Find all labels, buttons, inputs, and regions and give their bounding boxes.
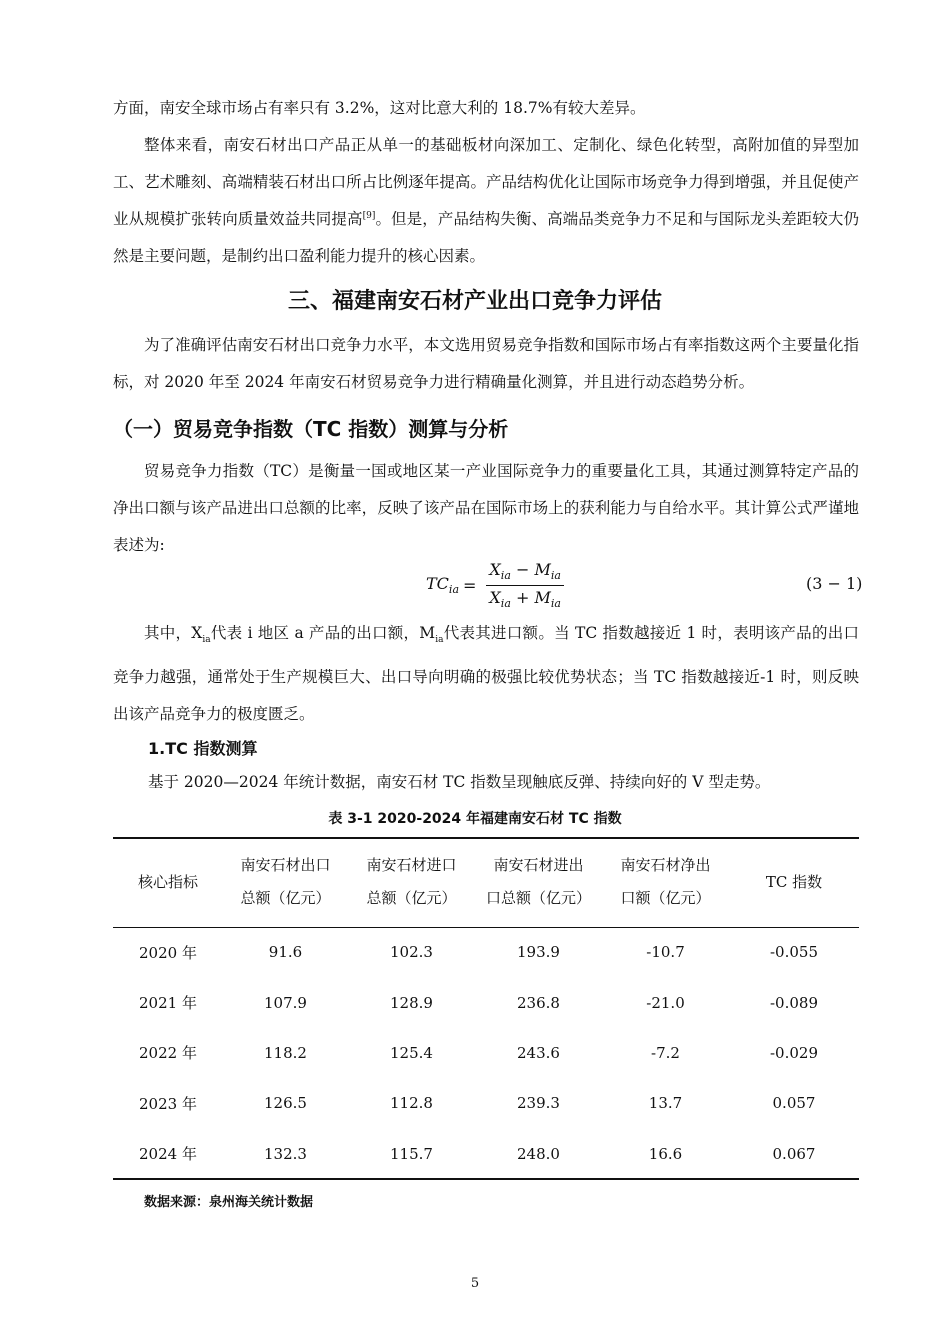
- cell-tc: 0.057: [772, 1094, 816, 1113]
- table-row: [113, 1078, 859, 1128]
- paragraph-market-share: 方面，南安全球市场占有率只有 3.2%，这对比意大利的 18.7%有较大差异。: [113, 99, 646, 117]
- equation-number: (3 − 1): [806, 574, 863, 593]
- formula-lhs: $TC_{ia}$: [426, 573, 459, 597]
- table-row: [113, 927, 859, 977]
- cell-net: -10.7: [646, 943, 685, 962]
- header-import: 南安石材进口 总额（亿元）: [348, 838, 475, 927]
- cell-import: 125.4: [390, 1043, 433, 1062]
- data-source-note: 数据来源：泉州海关统计数据: [144, 1195, 314, 1210]
- cell-total: 248.0: [517, 1144, 560, 1163]
- cell-year: 2020 年: [139, 943, 197, 962]
- table-row: [113, 1129, 859, 1179]
- cell-tc: 0.067: [772, 1144, 816, 1163]
- header-total-trade: 南安石材进出 口总额（亿元）: [475, 838, 602, 927]
- cell-net: 16.6: [648, 1144, 683, 1163]
- paragraph-tc-trend: 基于 2020—2024 年统计数据，南安石材 TC 指数呈现触底反弹、持续向好的 V 型走势。: [148, 773, 771, 791]
- cell-net: -21.0: [646, 993, 685, 1012]
- cell-export: 107.9: [264, 993, 307, 1012]
- formula-denominator: $X_{ia} + M_{ia}$: [489, 587, 561, 610]
- table-caption: 表 3-1 2020-2024 年福建南安石材 TC 指数: [328, 811, 622, 827]
- page-number: 5: [470, 1276, 480, 1291]
- cell-year: 2022 年: [139, 1044, 197, 1063]
- cell-import: 102.3: [390, 943, 433, 962]
- paragraph-summary-text-b: 。但是，产品结构失衡、高端品类竞争力不足和与国际龙头差距较大仍然是主要问题，是制约出口盈利能力提升的核心因素。: [113, 210, 859, 265]
- cell-year: 2023 年: [139, 1094, 197, 1113]
- cell-export: 132.3: [264, 1144, 307, 1163]
- subsection-title: （一）贸易竞争指数（TC 指数）测算与分析: [113, 417, 509, 441]
- cell-total: 236.8: [517, 993, 560, 1012]
- paragraph-intro: 为了准确评估南安石材出口竞争力水平，本文选用贸易竞争指数和国际市场占有率指数这两个主要量化指标，对 2020 年至 2024 年南安石材贸易竞争力进行精确量化测算，并且进行动态趋势分析。: [113, 336, 859, 391]
- cell-export: 118.2: [264, 1043, 307, 1062]
- cell-net: 13.7: [648, 1094, 683, 1113]
- paragraph-summary: [113, 127, 859, 275]
- cell-export: 91.6: [268, 943, 303, 962]
- cell-import: 128.9: [390, 993, 433, 1012]
- cell-import: 115.7: [390, 1144, 433, 1163]
- cell-total: 239.3: [517, 1094, 560, 1113]
- cell-tc: -0.029: [769, 1043, 818, 1062]
- table-header-row: [113, 838, 859, 927]
- header-tc-index: TC 指数: [729, 838, 859, 927]
- cell-year: 2024 年: [139, 1145, 197, 1164]
- formula-equals: =: [463, 575, 477, 595]
- tc-formula: [426, 560, 564, 610]
- header-export: 南安石材出口 总额（亿元）: [223, 838, 348, 927]
- cell-total: 193.9: [517, 943, 560, 962]
- cell-import: 112.8: [390, 1094, 433, 1113]
- cell-tc: -0.055: [769, 943, 818, 962]
- paragraph-summary-text-a: 整体来看，南安石材出口产品正从单一的基础板材向深加工、定制化、绿色化转型，高附加值的异型加工、艺术雕刻、高端精装石材出口所占比例逐年提高。产品结构优化让国际市场竞争力得到增强，并且促使产业从规模扩张转向质量效益共同提高: [113, 136, 859, 228]
- paragraph-tc-explanation: 其中，$X_{ia}$代表 i 地区 a 产品的出口额，$M_{ia}$代表其进口额。当 TC 指数越接近 1 时，表明该产品的出口竞争力越强，通常处于生产规模巨大、出口导向明确的极强比较优势状态；当 TC 指数越接近-1 时，则反映出该产品竞争力的极度匮乏。: [113, 624, 859, 724]
- cell-net: -7.2: [651, 1043, 680, 1062]
- cell-tc: -0.089: [769, 993, 818, 1012]
- cell-total: 243.6: [517, 1043, 560, 1062]
- formula-fraction: [486, 560, 564, 609]
- cell-export: 126.5: [264, 1094, 307, 1113]
- table-row: [113, 1028, 859, 1078]
- table-bottom-rule: [113, 1178, 859, 1180]
- paragraph-tc-definition: 贸易竞争力指数（TC）是衡量一国或地区某一产业国际竞争力的重要量化工具，其通过测算特定产品的净出口额与该产品进出口总额的比率，反映了该产品在国际市场上的获利能力与自给水平。其计算公式严谨地表述为:: [113, 462, 859, 554]
- sub-heading: 1.TC 指数测算: [148, 739, 258, 758]
- cell-year: 2021 年: [139, 994, 197, 1013]
- formula-numerator: $X_{ia} - M_{ia}$: [486, 560, 564, 585]
- header-net-export: 南安石材净出 口额（亿元）: [602, 838, 729, 927]
- citation-ref: [9]: [362, 210, 376, 221]
- table-row: [113, 977, 859, 1027]
- tc-index-table: [113, 838, 859, 1179]
- header-indicator: 核心指标: [113, 838, 223, 927]
- section-title: 三、福建南安石材产业出口竞争力评估: [287, 289, 662, 314]
